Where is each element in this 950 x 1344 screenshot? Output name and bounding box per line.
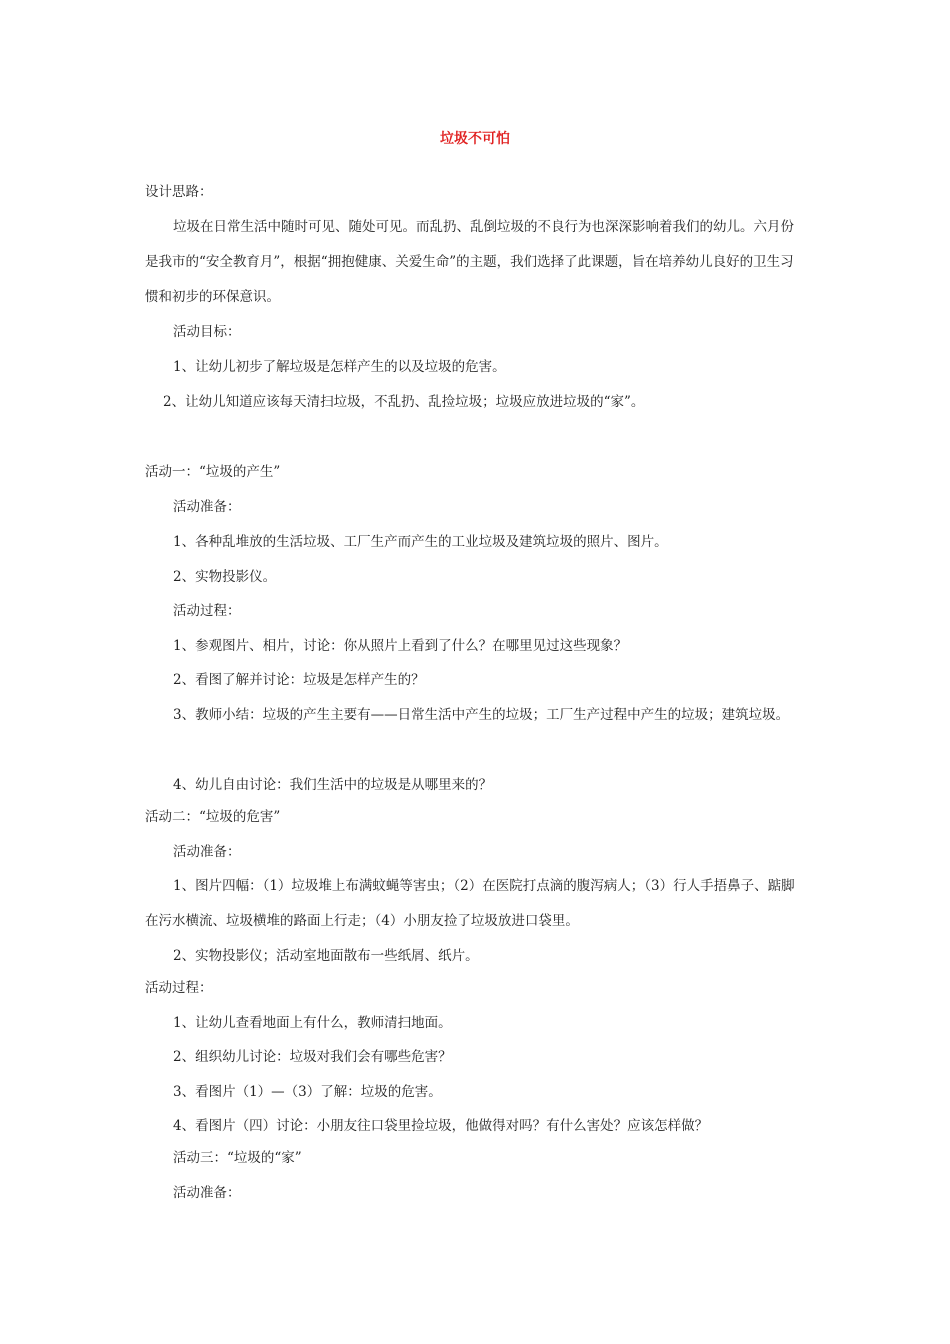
goal-item-1: 1、让幼儿初步了解垃圾是怎样产生的以及垃圾的危害。: [173, 359, 506, 375]
activity-2-process-item-1: 1、让幼儿查看地面上有什么，教师清扫地面。: [173, 1015, 452, 1031]
goal-item-2: 2、让幼儿知道应该每天清扫垃圾，不乱扔、乱捡垃圾；垃圾应放进垃圾的“家”。: [163, 394, 645, 410]
activity-2-process-item-4: 4、看图片（四）讨论：小朋友往口袋里捡垃圾，他做得对吗？有什么害处？应该怎样做？: [173, 1118, 709, 1134]
document-title: 垃圾不可怕: [440, 131, 510, 147]
activity-1-process-item-2: 2、看图了解并讨论：垃圾是怎样产生的？: [173, 672, 425, 688]
activity-1-process-item-1: 1、参观图片、相片，讨论：你从照片上看到了什么？在哪里见过这些现象？: [173, 638, 628, 654]
activity-2-prep-item-2: 2、实物投影仪；活动室地面散布一些纸屑、纸片。: [173, 948, 479, 964]
activity-1-process-heading: 活动过程：: [173, 603, 241, 619]
activity-2-prep-heading: 活动准备：: [173, 844, 241, 860]
design-paragraph: 垃圾在日常生活中随时可见、随处可见。而乱扔、乱倒垃圾的不良行为也深深影响着我们的幼儿。六月份是我市的“安全教育月”，根据“拥抱健康、关爱生命”的主题，我们选择了此课题，旨在培养幼儿良好的卫生习惯和初步的环保意识。: [145, 219, 794, 305]
activity-2-process-heading: 活动过程：: [145, 980, 213, 996]
activity-2-prep-item-1: 1、图片四幅：（1）垃圾堆上布满蚊蝇等害虫；（2）在医院打点滴的腹泻病人；（3）行人手捂鼻子、踮脚在污水横流、垃圾横堆的路面上行走；（4）小朋友捡了垃圾放进口袋里。: [145, 878, 795, 929]
activity-1-process-item-4: 4、幼儿自由讨论：我们生活中的垃圾是从哪里来的？: [173, 777, 493, 793]
section-heading-design: 设计思路：: [145, 184, 213, 200]
activity-3-prep-heading: 活动准备：: [173, 1185, 241, 1201]
activity-3-heading: 活动三：“垃圾的“家”: [173, 1150, 302, 1166]
activity-1-process-item-3: 3、教师小结：垃圾的产生主要有——日常生活中产生的垃圾；工厂生产过程中产生的垃圾；建筑垃圾。: [173, 707, 790, 723]
activity-2-process-item-3: 3、看图片（1）—（3）了解：垃圾的危害。: [173, 1084, 442, 1100]
goals-heading: 活动目标：: [173, 324, 241, 340]
activity-1-prep-item-1: 1、各种乱堆放的生活垃圾、工厂生产而产生的工业垃圾及建筑垃圾的照片、图片。: [173, 534, 668, 550]
activity-2-process-item-2: 2、组织幼儿讨论：垃圾对我们会有哪些危害？: [173, 1049, 452, 1065]
activity-1-prep-item-2: 2、实物投影仪。: [173, 569, 277, 585]
activity-2-heading: 活动二：“垃圾的危害”: [145, 809, 281, 825]
activity-1-heading: 活动一：“垃圾的产生”: [145, 464, 281, 480]
activity-1-prep-heading: 活动准备：: [173, 499, 241, 515]
